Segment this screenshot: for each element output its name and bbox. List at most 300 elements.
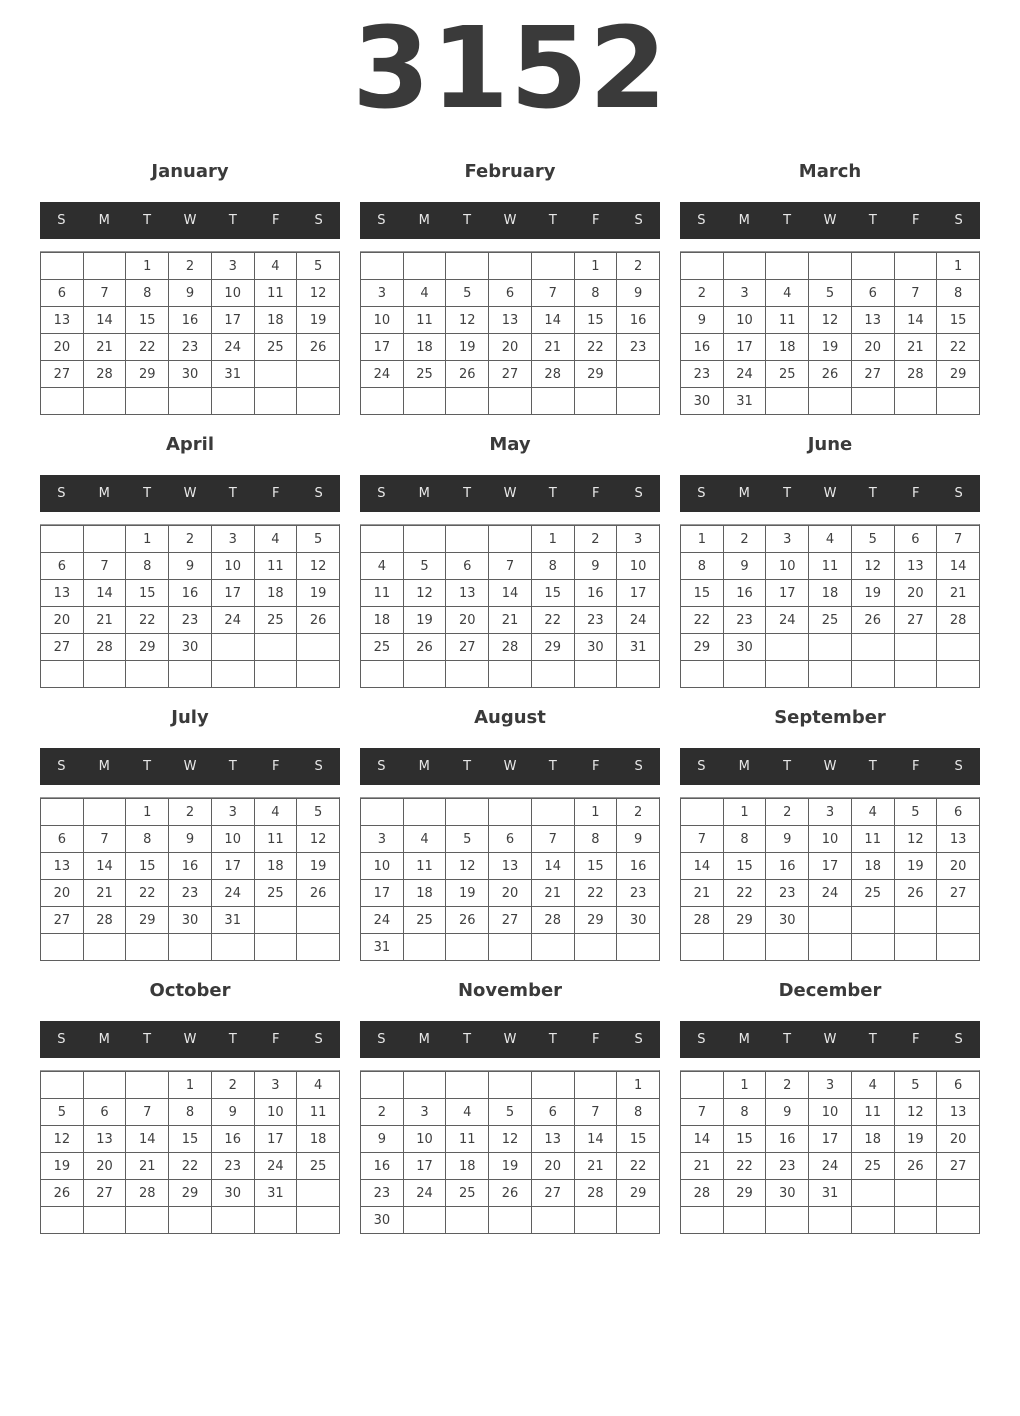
day-cell: 18	[445, 1152, 488, 1179]
empty-day-cell	[808, 1206, 851, 1233]
day-cell: 26	[40, 1179, 83, 1206]
day-cell: 30	[616, 906, 659, 933]
weekday-label: M	[418, 213, 430, 228]
day-cell: 5	[808, 279, 851, 306]
day-cell: 6	[40, 825, 83, 852]
day-cell: 29	[168, 1179, 211, 1206]
day-cell: 30	[574, 633, 617, 660]
weekday-label: S	[314, 213, 323, 228]
month-title: November	[457, 980, 563, 1001]
weekday-label: S	[697, 1032, 706, 1047]
day-cell: 24	[808, 879, 851, 906]
empty-day-cell	[765, 1206, 808, 1233]
day-cell: 3	[360, 279, 403, 306]
day-cell: 30	[765, 1179, 808, 1206]
weekday-label: T	[868, 1032, 877, 1047]
day-cell: 24	[254, 1152, 297, 1179]
month-calendar-october	[40, 979, 340, 1234]
month-calendar-february	[360, 160, 660, 415]
day-cell: 19	[403, 606, 446, 633]
weekday-label: S	[377, 213, 386, 228]
day-cell: 6	[40, 552, 83, 579]
weekday-label: W	[823, 759, 837, 774]
day-cell: 27	[531, 1179, 574, 1206]
day-cell: 6	[445, 552, 488, 579]
weekday-label: S	[57, 759, 66, 774]
empty-day-cell	[936, 387, 979, 414]
day-cell: 22	[531, 606, 574, 633]
day-cell: 8	[531, 552, 574, 579]
weekday-header-row	[360, 475, 660, 512]
month-calendar-september	[680, 706, 980, 961]
day-cell: 5	[894, 1071, 937, 1098]
day-cell: 5	[296, 525, 339, 552]
day-cell: 20	[83, 1152, 126, 1179]
day-cell: 7	[531, 825, 574, 852]
day-cell: 10	[360, 852, 403, 879]
empty-day-cell	[723, 660, 766, 687]
day-cell: 21	[936, 579, 979, 606]
empty-day-cell	[83, 1206, 126, 1233]
empty-day-cell	[680, 1206, 723, 1233]
month-calendar-may	[360, 433, 660, 688]
weekday-label: F	[591, 486, 600, 501]
month-title: May	[489, 434, 531, 455]
day-cell: 2	[765, 798, 808, 825]
day-cell: 28	[574, 1179, 617, 1206]
empty-day-cell	[531, 933, 574, 960]
empty-day-cell	[254, 360, 297, 387]
weekday-label: F	[591, 213, 600, 228]
day-cell: 13	[40, 306, 83, 333]
month-calendar-december	[680, 979, 980, 1234]
empty-day-cell	[403, 933, 446, 960]
day-cell: 23	[168, 879, 211, 906]
day-cell: 14	[894, 306, 937, 333]
empty-day-cell	[360, 387, 403, 414]
empty-day-cell	[403, 387, 446, 414]
day-cell: 27	[936, 879, 979, 906]
day-cell: 20	[894, 579, 937, 606]
day-cell: 1	[936, 252, 979, 279]
empty-day-cell	[83, 798, 126, 825]
day-cell: 24	[403, 1179, 446, 1206]
weekday-label: T	[143, 759, 152, 774]
empty-day-cell	[125, 1206, 168, 1233]
day-cell: 25	[808, 606, 851, 633]
day-cell: 15	[125, 852, 168, 879]
day-cell: 28	[488, 633, 531, 660]
weekday-label: W	[503, 213, 517, 228]
weekday-label: W	[503, 759, 517, 774]
weekday-label: S	[634, 213, 643, 228]
day-cell: 16	[211, 1125, 254, 1152]
weekday-label: F	[591, 1032, 600, 1047]
weekday-label: S	[314, 759, 323, 774]
empty-day-cell	[403, 1071, 446, 1098]
weekday-label: T	[228, 486, 237, 501]
day-cell: 13	[936, 825, 979, 852]
weekday-label: T	[463, 213, 472, 228]
day-cell: 14	[680, 852, 723, 879]
day-cell: 19	[296, 306, 339, 333]
day-cell: 31	[808, 1179, 851, 1206]
month-title: December	[778, 980, 882, 1001]
empty-day-cell	[488, 387, 531, 414]
day-cell: 4	[254, 525, 297, 552]
day-cell: 22	[616, 1152, 659, 1179]
weekday-label: M	[738, 759, 750, 774]
day-cell: 13	[40, 852, 83, 879]
weekday-label: F	[271, 486, 280, 501]
weekday-label: W	[183, 486, 197, 501]
weekday-label: T	[463, 759, 472, 774]
yearly-calendar-page	[0, 4, 1020, 1416]
empty-day-cell	[403, 660, 446, 687]
day-cell: 20	[488, 333, 531, 360]
day-cell: 30	[211, 1179, 254, 1206]
day-cell: 28	[125, 1179, 168, 1206]
empty-day-cell	[254, 1206, 297, 1233]
day-cell: 13	[851, 306, 894, 333]
day-cell: 30	[680, 387, 723, 414]
day-cell: 8	[168, 1098, 211, 1125]
empty-day-cell	[531, 387, 574, 414]
empty-day-cell	[403, 798, 446, 825]
day-cell: 22	[168, 1152, 211, 1179]
empty-day-cell	[445, 387, 488, 414]
weekday-label: F	[911, 759, 920, 774]
weekday-header-row	[40, 475, 340, 512]
day-cell: 17	[211, 306, 254, 333]
empty-day-cell	[168, 1206, 211, 1233]
day-cell: 30	[168, 906, 211, 933]
day-cell: 9	[360, 1125, 403, 1152]
empty-day-cell	[254, 906, 297, 933]
day-cell: 7	[574, 1098, 617, 1125]
empty-day-cell	[403, 525, 446, 552]
day-cell: 7	[488, 552, 531, 579]
weekday-header-row	[680, 475, 980, 512]
day-cell: 18	[360, 606, 403, 633]
day-cell: 6	[851, 279, 894, 306]
month-title: June	[807, 434, 853, 455]
empty-day-cell	[488, 660, 531, 687]
empty-day-cell	[851, 387, 894, 414]
day-cell: 9	[211, 1098, 254, 1125]
day-cell: 6	[531, 1098, 574, 1125]
day-cell: 17	[254, 1125, 297, 1152]
day-cell: 21	[83, 879, 126, 906]
day-cell: 21	[488, 606, 531, 633]
weekday-label: W	[183, 759, 197, 774]
empty-day-cell	[40, 387, 83, 414]
day-cell: 24	[616, 606, 659, 633]
weekday-label: T	[143, 1032, 152, 1047]
day-cell: 22	[723, 879, 766, 906]
weekday-header-row	[40, 1021, 340, 1058]
empty-day-cell	[211, 933, 254, 960]
weekday-label: S	[954, 213, 963, 228]
day-cell: 20	[851, 333, 894, 360]
empty-day-cell	[574, 660, 617, 687]
day-cell: 29	[616, 1179, 659, 1206]
day-cell: 23	[168, 333, 211, 360]
empty-day-cell	[125, 387, 168, 414]
day-cell: 9	[616, 279, 659, 306]
month-grid	[360, 797, 660, 961]
day-cell: 25	[765, 360, 808, 387]
day-cell: 4	[403, 279, 446, 306]
weekday-label: M	[418, 1032, 430, 1047]
empty-day-cell	[808, 906, 851, 933]
day-cell: 20	[531, 1152, 574, 1179]
empty-day-cell	[894, 906, 937, 933]
day-cell: 1	[125, 798, 168, 825]
day-cell: 25	[403, 360, 446, 387]
day-cell: 29	[125, 360, 168, 387]
day-cell: 14	[125, 1125, 168, 1152]
month-grid	[680, 797, 980, 961]
day-cell: 3	[403, 1098, 446, 1125]
day-cell: 25	[403, 906, 446, 933]
day-cell: 14	[574, 1125, 617, 1152]
weekday-label: T	[783, 486, 792, 501]
day-cell: 10	[254, 1098, 297, 1125]
empty-day-cell	[680, 660, 723, 687]
day-cell: 4	[808, 525, 851, 552]
empty-day-cell	[296, 660, 339, 687]
weekday-header-row	[360, 748, 660, 785]
day-cell: 24	[808, 1152, 851, 1179]
empty-day-cell	[168, 387, 211, 414]
empty-day-cell	[445, 525, 488, 552]
empty-day-cell	[851, 1179, 894, 1206]
weekday-label: S	[314, 1032, 323, 1047]
day-cell: 23	[765, 1152, 808, 1179]
empty-day-cell	[296, 387, 339, 414]
empty-day-cell	[851, 252, 894, 279]
empty-day-cell	[574, 1071, 617, 1098]
day-cell: 10	[723, 306, 766, 333]
day-cell: 19	[894, 852, 937, 879]
day-cell: 26	[296, 606, 339, 633]
day-cell: 17	[616, 579, 659, 606]
empty-day-cell	[211, 633, 254, 660]
day-cell: 31	[211, 360, 254, 387]
day-cell: 7	[894, 279, 937, 306]
weekday-label: T	[783, 759, 792, 774]
day-cell: 12	[403, 579, 446, 606]
day-cell: 5	[445, 825, 488, 852]
day-cell: 20	[40, 879, 83, 906]
empty-day-cell	[445, 1206, 488, 1233]
weekday-label: F	[911, 486, 920, 501]
day-cell: 24	[360, 360, 403, 387]
empty-day-cell	[296, 1179, 339, 1206]
weekday-header-row	[680, 748, 980, 785]
day-cell: 20	[936, 1125, 979, 1152]
weekday-label: F	[911, 1032, 920, 1047]
empty-day-cell	[211, 1206, 254, 1233]
day-cell: 11	[254, 552, 297, 579]
day-cell: 14	[488, 579, 531, 606]
day-cell: 31	[616, 633, 659, 660]
day-cell: 11	[808, 552, 851, 579]
weekday-label: S	[57, 213, 66, 228]
day-cell: 3	[616, 525, 659, 552]
day-cell: 18	[254, 306, 297, 333]
empty-day-cell	[40, 525, 83, 552]
day-cell: 14	[83, 852, 126, 879]
day-cell: 30	[723, 633, 766, 660]
day-cell: 29	[531, 633, 574, 660]
weekday-label: F	[271, 213, 280, 228]
day-cell: 21	[531, 333, 574, 360]
empty-day-cell	[254, 660, 297, 687]
empty-day-cell	[936, 933, 979, 960]
day-cell: 31	[211, 906, 254, 933]
day-cell: 29	[680, 633, 723, 660]
day-cell: 19	[445, 333, 488, 360]
empty-day-cell	[83, 660, 126, 687]
month-title: August	[474, 707, 546, 728]
day-cell: 10	[808, 825, 851, 852]
day-cell: 28	[680, 906, 723, 933]
day-cell: 11	[360, 579, 403, 606]
day-cell: 4	[851, 798, 894, 825]
weekday-label: S	[954, 486, 963, 501]
day-cell: 28	[83, 360, 126, 387]
empty-day-cell	[40, 660, 83, 687]
month-title: March	[798, 161, 862, 182]
empty-day-cell	[808, 387, 851, 414]
day-cell: 1	[680, 525, 723, 552]
day-cell: 2	[211, 1071, 254, 1098]
day-cell: 19	[296, 852, 339, 879]
empty-day-cell	[936, 633, 979, 660]
day-cell: 27	[851, 360, 894, 387]
day-cell: 11	[296, 1098, 339, 1125]
day-cell: 12	[851, 552, 894, 579]
day-cell: 20	[936, 852, 979, 879]
day-cell: 20	[488, 879, 531, 906]
day-cell: 1	[168, 1071, 211, 1098]
day-cell: 1	[125, 525, 168, 552]
month-grid	[360, 1070, 660, 1234]
empty-day-cell	[936, 1206, 979, 1233]
day-cell: 14	[83, 579, 126, 606]
day-cell: 5	[488, 1098, 531, 1125]
day-cell: 8	[936, 279, 979, 306]
day-cell: 16	[723, 579, 766, 606]
empty-day-cell	[808, 933, 851, 960]
day-cell: 26	[445, 906, 488, 933]
weekday-label: W	[503, 1032, 517, 1047]
empty-day-cell	[488, 933, 531, 960]
day-cell: 26	[851, 606, 894, 633]
day-cell: 13	[488, 306, 531, 333]
day-cell: 4	[254, 252, 297, 279]
day-cell: 29	[936, 360, 979, 387]
day-cell: 7	[680, 1098, 723, 1125]
weekday-label: S	[57, 1032, 66, 1047]
day-cell: 28	[531, 360, 574, 387]
day-cell: 24	[723, 360, 766, 387]
weekday-header-row	[360, 202, 660, 239]
day-cell: 2	[680, 279, 723, 306]
day-cell: 2	[168, 252, 211, 279]
empty-day-cell	[445, 1071, 488, 1098]
empty-day-cell	[765, 387, 808, 414]
weekday-label: T	[548, 759, 557, 774]
day-cell: 19	[808, 333, 851, 360]
empty-day-cell	[445, 660, 488, 687]
empty-day-cell	[83, 252, 126, 279]
empty-day-cell	[851, 660, 894, 687]
empty-day-cell	[808, 660, 851, 687]
day-cell: 27	[488, 906, 531, 933]
empty-day-cell	[488, 525, 531, 552]
day-cell: 27	[445, 633, 488, 660]
day-cell: 31	[723, 387, 766, 414]
day-cell: 30	[360, 1206, 403, 1233]
day-cell: 17	[211, 579, 254, 606]
day-cell: 20	[445, 606, 488, 633]
month-grid	[40, 797, 340, 961]
day-cell: 10	[211, 825, 254, 852]
empty-day-cell	[40, 798, 83, 825]
empty-day-cell	[296, 633, 339, 660]
month-title: October	[149, 980, 231, 1001]
empty-day-cell	[851, 933, 894, 960]
day-cell: 1	[616, 1071, 659, 1098]
day-cell: 11	[851, 825, 894, 852]
empty-day-cell	[851, 1206, 894, 1233]
weekday-label: S	[377, 759, 386, 774]
weekday-label: M	[98, 1032, 110, 1047]
day-cell: 21	[574, 1152, 617, 1179]
weekday-label: F	[271, 759, 280, 774]
day-cell: 14	[531, 306, 574, 333]
empty-day-cell	[894, 660, 937, 687]
day-cell: 26	[296, 879, 339, 906]
month-calendar-january	[40, 160, 340, 415]
day-cell: 13	[531, 1125, 574, 1152]
day-cell: 22	[574, 879, 617, 906]
day-cell: 24	[765, 606, 808, 633]
empty-day-cell	[680, 252, 723, 279]
weekday-label: W	[183, 1032, 197, 1047]
day-cell: 17	[211, 852, 254, 879]
empty-day-cell	[168, 660, 211, 687]
weekday-label: S	[954, 1032, 963, 1047]
day-cell: 12	[40, 1125, 83, 1152]
day-cell: 16	[360, 1152, 403, 1179]
empty-day-cell	[574, 933, 617, 960]
year-title: 3152	[352, 4, 668, 134]
month-calendar-june	[680, 433, 980, 688]
day-cell: 9	[168, 279, 211, 306]
weekday-label: M	[738, 213, 750, 228]
day-cell: 15	[680, 579, 723, 606]
day-cell: 18	[254, 852, 297, 879]
weekday-label: W	[823, 1032, 837, 1047]
empty-day-cell	[296, 360, 339, 387]
day-cell: 25	[254, 333, 297, 360]
empty-day-cell	[894, 387, 937, 414]
weekday-label: F	[911, 213, 920, 228]
